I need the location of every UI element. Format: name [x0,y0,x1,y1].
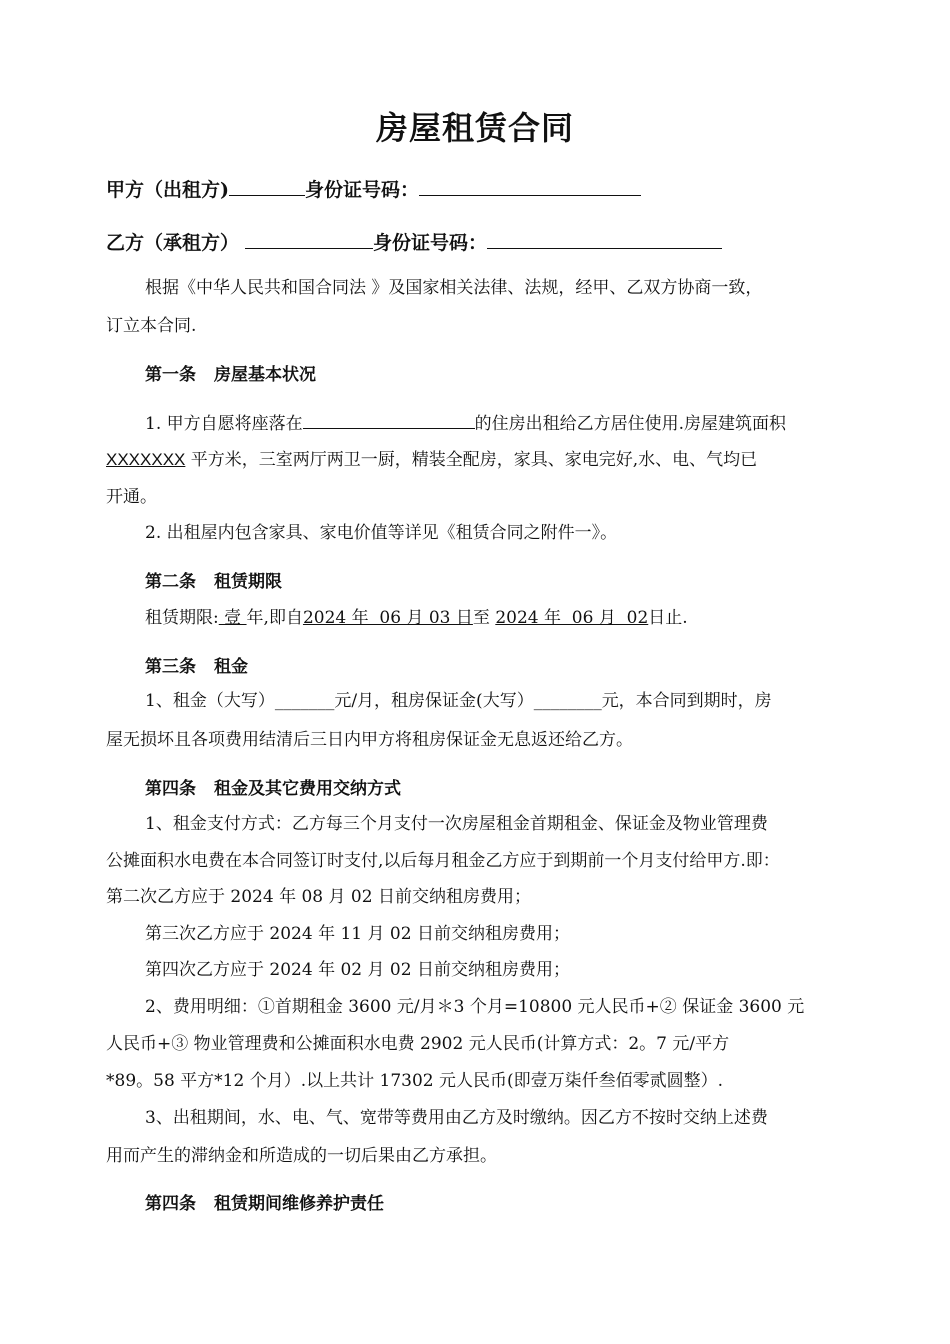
article-4-p2-line3: *89。58 平方*12 个月）.以上共计 17302 元人民币(即壹万柒仟叁佰零贰圆整）. [106,1071,724,1091]
article-5-number: 第四条 [145,1194,196,1214]
article-5-title: 租赁期间维修养护责任 [214,1194,384,1214]
deposit-label: 元/月，租房保证金(大写） [334,691,534,711]
lease-to: 至 [472,608,496,628]
article-1-p1-line3: 开通。 [106,487,157,507]
document-title: 房屋租赁合同 [375,109,574,147]
article-3-p1-line1 [145,690,772,712]
lease-term-years: 壹 [218,608,247,628]
article-4-p1-line3: 第二次乙方应于 2024 年 08 月 02 日前交纳租房费用； [106,887,531,907]
article-3-heading [145,656,248,678]
article-1-heading [145,364,316,386]
article-1-p1-pre: 1. 甲方自愿将座落在 [145,414,303,434]
party-b-label: 乙方（承租方） [106,232,240,254]
party-b-id-blank [487,229,722,249]
article-1-p1-line2 [106,449,757,471]
article-4-p2-line2: 人民币+③ 物业管理费和公摊面积水电费 2902 元人民币(计算方式：2。7 元/平方 [106,1034,730,1054]
intro-line-1: 根据《中华人民共和国合同法 》及国家相关法律、法规，经甲、乙双方协商一致， [145,278,763,298]
lease-term-mid: 年,即自 [246,608,303,628]
article-5-heading [145,1193,384,1215]
article-1-p2: 2. 出租屋内包含家具、家电价值等详见《租赁合同之附件一》。 [145,523,618,543]
area-value: XXXXXXX [106,450,186,469]
article-3-p1-line2: 屋无损坏且各项费用结清后三日内甲方将租房保证金无息返还给乙方。 [106,730,633,750]
article-1-p1-post: 的住房出租给乙方居住使用.房屋建筑面积 [474,414,787,434]
article-4-number: 第四条 [145,779,196,799]
party-a-name-blank [229,176,305,196]
article-4-heading [145,778,401,800]
article-4-title: 租金及其它费用交纳方式 [214,779,401,799]
party-a-label: 甲方（出租方) [106,179,229,201]
party-b-name-blank [245,229,373,249]
lease-end: 日止. [648,608,688,628]
article-1-p1-line2-text: 平方米，三室两厅两卫一厨，精装全配房，家具、家电完好,水、电、气均已 [190,450,758,470]
article-4-p1-line4: 第三次乙方应于 2024 年 11 月 02 日前交纳租房费用； [145,924,570,944]
location-blank [303,411,475,429]
article-3-number: 第三条 [145,657,196,677]
article-1-p1-line1 [145,411,786,435]
deposit-blank: ________ [533,691,602,711]
party-a-line [106,175,641,202]
intro-line-2: 订立本合同. [106,316,197,336]
lease-term-label: 租赁期限: [145,608,219,628]
article-4-p3-line2: 用而产生的滞纳金和所造成的一切后果由乙方承担。 [106,1146,497,1166]
party-b-line [106,228,722,255]
article-4-p2-line1: 2、费用明细：①首期租金 3600 元/月＊3 个月=10800 元人民币+② 保证金 3600 元 [145,997,805,1017]
article-4-p1-line5: 第四次乙方应于 2024 年 02 月 02 日前交纳租房费用； [145,960,570,980]
lease-start-date: 2024 年 06 月 03 日 [302,608,473,628]
article-4-p1-line2: 公摊面积水电费在本合同签订时支付,以后每月租金乙方应于到期前一个月支付给甲方.即： [106,851,780,871]
article-2-number: 第二条 [145,572,196,592]
party-a-id-blank [419,176,641,196]
party-b-id-label: 身份证号码： [373,232,488,254]
article-4-p3-line1: 3、出租期间，水、电、气、宽带等费用由乙方及时缴纳。因乙方不按时交纳上述费 [145,1108,768,1128]
article-3-p1-tail: 元，本合同到期时，房 [601,691,772,711]
rent-label: 1、租金（大写） [145,691,275,711]
party-a-id-label: 身份证号码： [305,179,420,201]
lease-end-date: 2024 年 06 月 02 [495,608,649,628]
article-3-title: 租金 [214,657,248,677]
article-4-p1-line1: 1、租金支付方式：乙方每三个月支付一次房屋租金首期租金、保证金及物业管理费 [145,814,768,834]
article-1-title: 房屋基本状况 [214,365,316,385]
lease-term-line [145,607,688,629]
article-2-heading [145,571,282,593]
article-2-title: 租赁期限 [214,572,282,592]
article-1-number: 第一条 [145,365,196,385]
rent-blank: _______ [274,691,335,711]
